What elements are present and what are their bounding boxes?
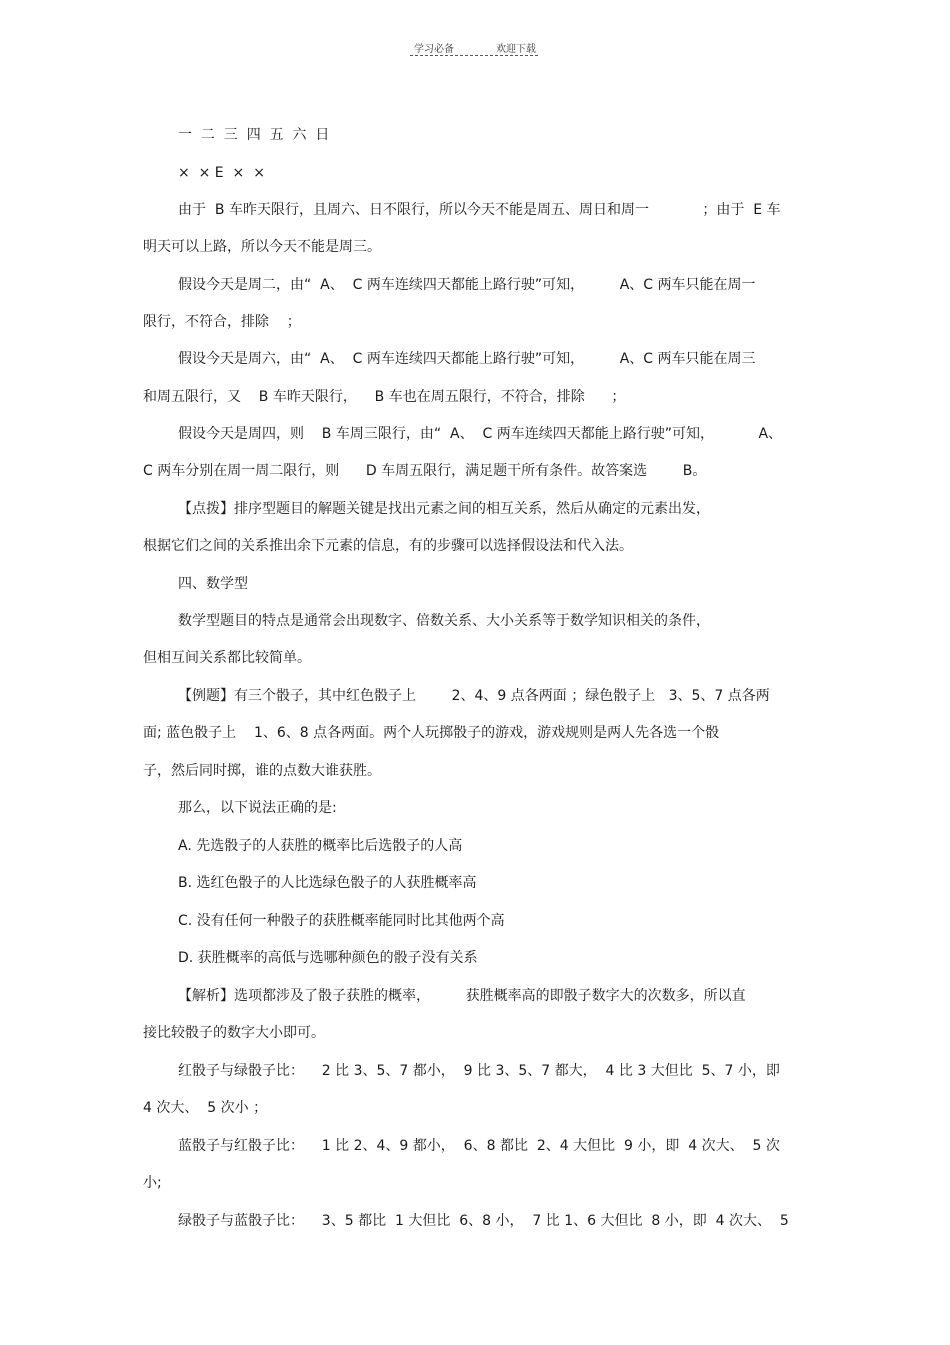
text-line: 4 次大、 5 次小 ； bbox=[143, 1100, 268, 1116]
header-right-text: 欢迎下载 bbox=[496, 44, 536, 55]
option-b: B. 选红色骰子的人比选绿色骰子的人获胜概率高 bbox=[178, 875, 477, 891]
text-line: 假设今天是周六，由“ A、 C 两车连续四天都能上路行驶”可知， A、C 两车只能在周三 bbox=[178, 351, 756, 367]
text-line: 但相互间关系都比较简单。 bbox=[143, 650, 311, 666]
option-c: C. 没有任何一种骰子的获胜概率能同时比其他两个高 bbox=[178, 913, 505, 929]
text-line: 接比较骰子的数字大小即可。 bbox=[143, 1025, 325, 1041]
text-line: × × E × × bbox=[178, 165, 265, 181]
text-line: 【点拨】排序型题目的解题关键是找出元素之间的相互关系，然后从确定的元素出发， bbox=[178, 501, 710, 517]
text-line: 子，然后同时掷，谁的点数大谁获胜。 bbox=[143, 763, 381, 779]
text-line: 限行，不符合，排除 ； bbox=[143, 314, 301, 330]
text-line: C 两车分别在周一周二限行，则 D 车周五限行，满足题干所有条件。故答案选 B。 bbox=[143, 463, 707, 479]
text-line: 【例题】有三个骰子，其中红色骰子上 2、4、9 点各两面 ；绿色骰子上 3、5、7 点各两 bbox=[178, 688, 770, 704]
text-line: 蓝骰子与红骰子比： 1 比 2、4、9 都小， 6、8 都比 2、4 大但比 9 小，即 4 次大、 5 次 bbox=[178, 1138, 780, 1154]
page-header bbox=[410, 38, 540, 58]
header-divider bbox=[410, 55, 538, 56]
option-d: D. 获胜概率的高低与选哪种颜色的骰子没有关系 bbox=[178, 950, 478, 966]
text-line: 明天可以上路，所以今天不能是周三。 bbox=[143, 239, 381, 255]
text-line: 由于 B 车昨天限行，且周六、日不限行，所以今天不能是周五、周日和周一 ；由于 E 车 bbox=[178, 202, 781, 218]
text-line: 和周五限行，又 B 车昨天限行， B 车也在周五限行，不符合，排除 ； bbox=[143, 389, 626, 405]
text-line: 【解析】选项都涉及了骰子获胜的概率， 获胜概率高的即骰子数字大的次数多，所以直 bbox=[178, 988, 746, 1004]
text-line: 数学型题目的特点是通常会出现数字、倍数关系、大小关系等于数学知识相关的条件， bbox=[178, 613, 710, 629]
text-line: 面; 蓝色骰子上 1、6、8 点各两面。两个人玩掷骰子的游戏，游戏规则是两人先各选一个骰 bbox=[143, 725, 720, 741]
text-line: 根据它们之间的关系推出余下元素的信息，有的步骤可以选择假设法和代入法。 bbox=[143, 538, 633, 554]
section-heading: 四、数学型 bbox=[178, 576, 248, 592]
text-line: 红骰子与绿骰子比： 2 比 3、5、7 都小， 9 比 3、5、7 都大， 4 比 3 大但比 5、7 小，即 bbox=[178, 1063, 780, 1079]
text-line: 那么，以下说法正确的是: bbox=[178, 800, 337, 816]
text-line: 一 二 三 四 五 六 日 bbox=[178, 127, 330, 143]
header-left-text: 学习必备 bbox=[414, 44, 454, 55]
text-line: 小; bbox=[143, 1175, 162, 1191]
text-line: 假设今天是周二，由“ A、 C 两车连续四天都能上路行驶”可知， A、C 两车只能在周一 bbox=[178, 277, 756, 293]
text-line: 假设今天是周四，则 B 车周三限行，由“ A、 C 两车连续四天都能上路行驶”可知， A、 bbox=[178, 426, 783, 442]
text-line: 绿骰子与蓝骰子比： 3、5 都比 1 大但比 6、8 小， 7 比 1、6 大但比 8 小，即 4 次大、 5 bbox=[178, 1213, 789, 1229]
option-a: A. 先选骰子的人获胜的概率比后选骰子的人高 bbox=[178, 838, 463, 854]
